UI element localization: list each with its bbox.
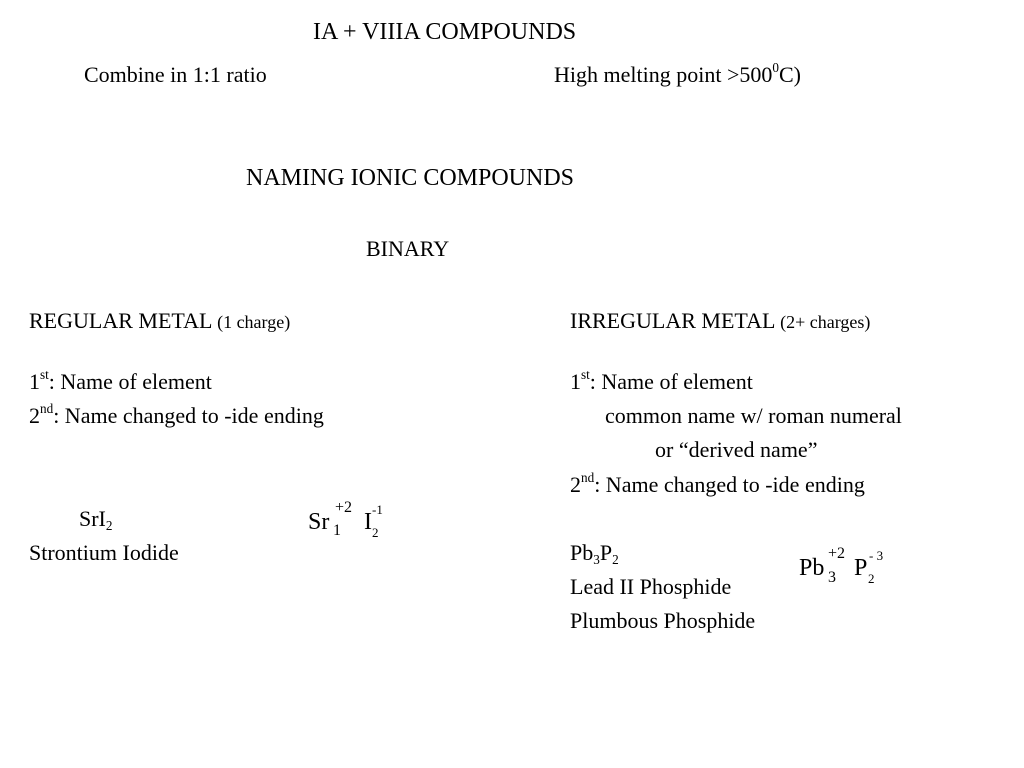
regular-charge-diagram bbox=[308, 500, 398, 550]
charge-diagram-charge-1: +2 bbox=[335, 499, 353, 516]
irregular-rule-1-text: : Name of element bbox=[589, 369, 753, 394]
irregular-rule-2-text: : Name changed to -ide ending bbox=[594, 472, 865, 497]
melting-point-text: High melting point >500 bbox=[554, 62, 773, 87]
irregular-rule-1-number: 1 bbox=[570, 369, 581, 394]
subsection-title: BINARY bbox=[366, 236, 450, 261]
regular-rule-1 bbox=[29, 367, 212, 394]
regular-rule-2-number: 2 bbox=[29, 403, 40, 428]
regular-rule-2 bbox=[29, 401, 324, 428]
regular-rule-1-ordinal: st bbox=[40, 367, 49, 383]
ratio-note: Combine in 1:1 ratio bbox=[84, 62, 267, 87]
irregular-formula-subscript-1: 3 bbox=[593, 551, 600, 567]
regular-rule-2-text: : Name changed to -ide ending bbox=[53, 403, 324, 428]
irregular-compound-name-1: Lead II Phosphide bbox=[570, 574, 732, 599]
irregular-rule-1-detail-1: common name w/ roman numeral bbox=[605, 403, 902, 428]
irregular-formula-element-2: P bbox=[599, 540, 613, 565]
irregular-metal-heading bbox=[570, 310, 870, 332]
irregular-formula bbox=[570, 540, 619, 567]
charge-diagram-charge-2: - 3 bbox=[869, 548, 884, 563]
regular-formula-element: SrI bbox=[79, 506, 106, 531]
melting-point-superscript: 0 bbox=[772, 60, 779, 76]
regular-metal-heading bbox=[29, 310, 290, 332]
charge-diagram-subscript-2: 2 bbox=[868, 571, 875, 586]
charge-diagram-charge-2: -1 bbox=[372, 502, 383, 517]
charge-diagram-charge-1: +2 bbox=[828, 545, 846, 562]
regular-metal-note: (1 charge) bbox=[217, 312, 291, 332]
slide-title: IA + VIIIA COMPOUNDS bbox=[313, 19, 577, 45]
charge-diagram-subscript-1: 1 bbox=[333, 522, 341, 539]
irregular-compound-name-2: Plumbous Phosphide bbox=[570, 608, 756, 633]
charge-diagram-element-1: Pb bbox=[799, 555, 825, 581]
irregular-rule-2-number: 2 bbox=[570, 472, 581, 497]
irregular-rule-1-detail-2: or “derived name” bbox=[655, 437, 818, 462]
regular-formula-subscript: 2 bbox=[105, 517, 113, 533]
irregular-rule-2-ordinal: nd bbox=[581, 470, 595, 486]
irregular-metal-note: (2+ charges) bbox=[780, 312, 871, 332]
section-title: NAMING IONIC COMPOUNDS bbox=[246, 165, 575, 191]
melting-point-unit: C) bbox=[778, 62, 801, 87]
irregular-formula-subscript-2: 2 bbox=[612, 551, 619, 567]
charge-diagram-element-2: I bbox=[364, 509, 372, 535]
irregular-rule-1-ordinal: st bbox=[581, 367, 590, 383]
charge-diagram-element-1: Sr bbox=[308, 509, 330, 535]
charge-diagram-element-2: P bbox=[854, 555, 868, 581]
regular-rule-2-ordinal: nd bbox=[40, 401, 54, 417]
melting-point-note bbox=[554, 60, 801, 87]
charge-diagram-subscript-1: 3 bbox=[828, 569, 836, 586]
regular-metal-label: REGULAR METAL bbox=[29, 308, 212, 333]
regular-formula bbox=[79, 506, 113, 533]
regular-rule-1-number: 1 bbox=[29, 369, 40, 394]
irregular-metal-label: IRREGULAR METAL bbox=[570, 308, 775, 333]
regular-compound-name: Strontium Iodide bbox=[29, 540, 179, 565]
regular-rule-1-text: : Name of element bbox=[48, 369, 212, 394]
irregular-rule-2 bbox=[570, 470, 865, 497]
charge-diagram-subscript-2: 2 bbox=[372, 525, 379, 540]
irregular-rule-1 bbox=[570, 367, 753, 394]
irregular-formula-element-1: Pb bbox=[570, 540, 594, 565]
irregular-charge-diagram bbox=[799, 546, 899, 596]
